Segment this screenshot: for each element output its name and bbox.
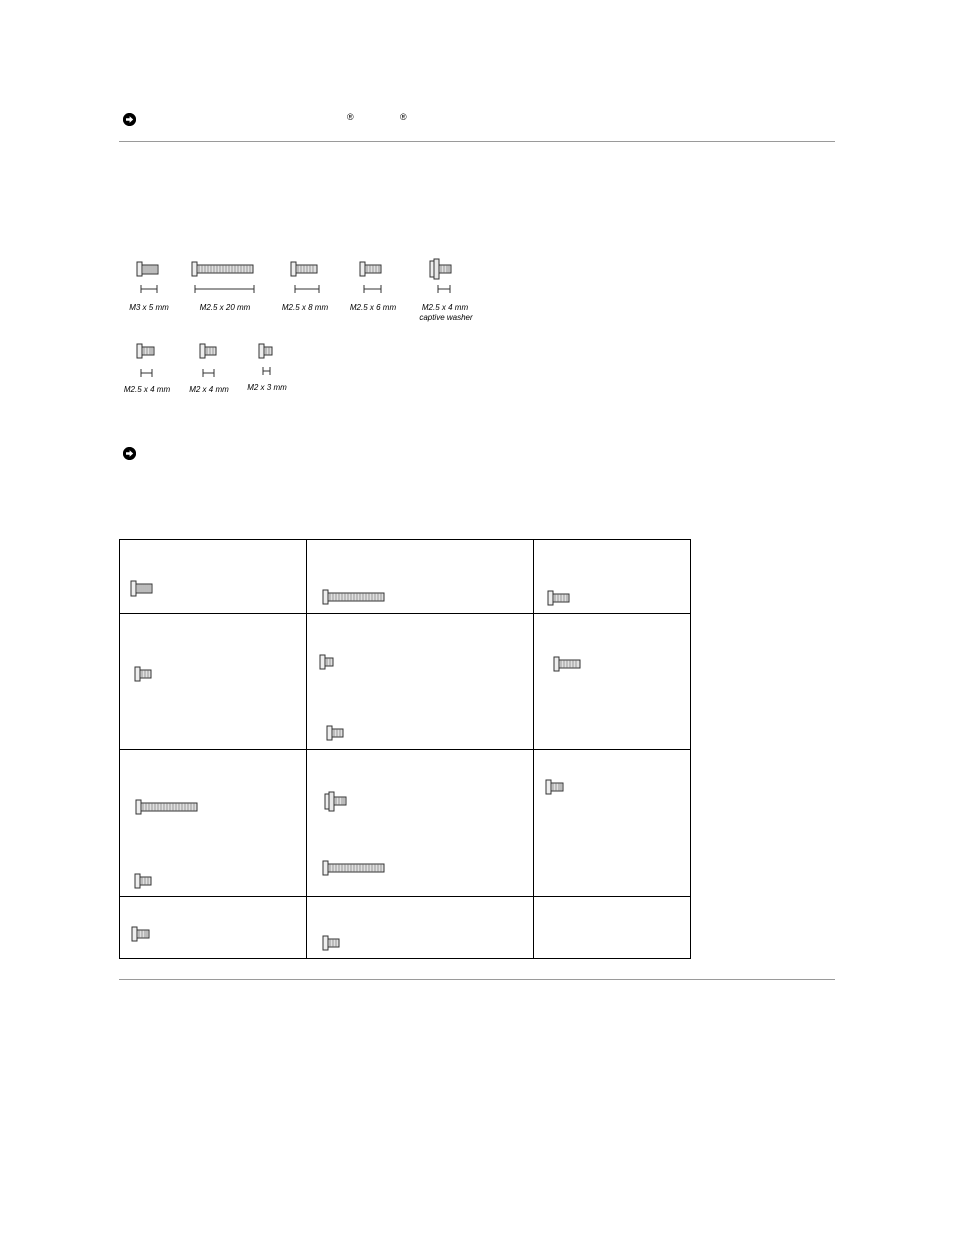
screw-sublabel: captive washer [419, 313, 473, 322]
section-divider-bottom [119, 979, 835, 980]
screw-label: M2.5 x 8 mm [281, 303, 329, 312]
screw-m2-5x4-icon [135, 342, 159, 382]
screw-m2-5x4-captive-washer-icon [324, 791, 348, 813]
screw-m2-5x8-icon [289, 260, 323, 300]
screw-label: M2.5 x 6 mm [349, 303, 397, 312]
screw-m2x3-icon [257, 342, 277, 382]
screw-label: M2.5 x 20 mm [199, 303, 251, 312]
screw-label: M2 x 3 mm [247, 383, 287, 392]
screw-m3x5-icon [135, 260, 161, 300]
screw-m2-5x8-icon [553, 656, 583, 672]
table-row-divider [120, 896, 690, 897]
screw-m2x3-icon [319, 654, 335, 670]
screw-label: M2.5 x 4 mm [123, 385, 171, 394]
screw-m2x4-icon [198, 342, 222, 382]
screw-m2-5x20-icon [190, 260, 258, 300]
screw-m2-5x20-icon [135, 799, 199, 815]
notice-icon [123, 113, 136, 126]
screw-m2-5x4-captive-washer-icon [428, 258, 456, 300]
registered-mark: ® [400, 112, 407, 122]
screw-label: M2 x 4 mm [189, 385, 229, 394]
screw-m2-5x4-icon [134, 873, 152, 889]
screw-m3x5-icon [130, 580, 154, 598]
screw-m2-5x4-icon [134, 666, 152, 682]
table-row-divider [120, 749, 690, 750]
registered-mark: ® [347, 112, 354, 122]
notice-icon [123, 447, 136, 460]
screw-label: M3 x 5 mm [129, 303, 169, 312]
section-divider-top [119, 141, 835, 142]
screw-location-table [119, 539, 691, 959]
screw-m2-5x6-icon [358, 260, 388, 300]
screw-m2x4-icon [322, 935, 342, 951]
screw-m2-5x4-icon [131, 926, 151, 942]
screw-m2-5x20-icon [322, 860, 386, 876]
screw-m2-5x6-icon [547, 590, 571, 606]
screw-m2-5x20-icon [322, 589, 386, 605]
table-row-divider [120, 613, 690, 614]
screw-m2-5x4-icon [545, 779, 565, 795]
screw-label: M2.5 x 4 mm [421, 303, 469, 312]
screw-m2x4-icon [326, 725, 346, 741]
